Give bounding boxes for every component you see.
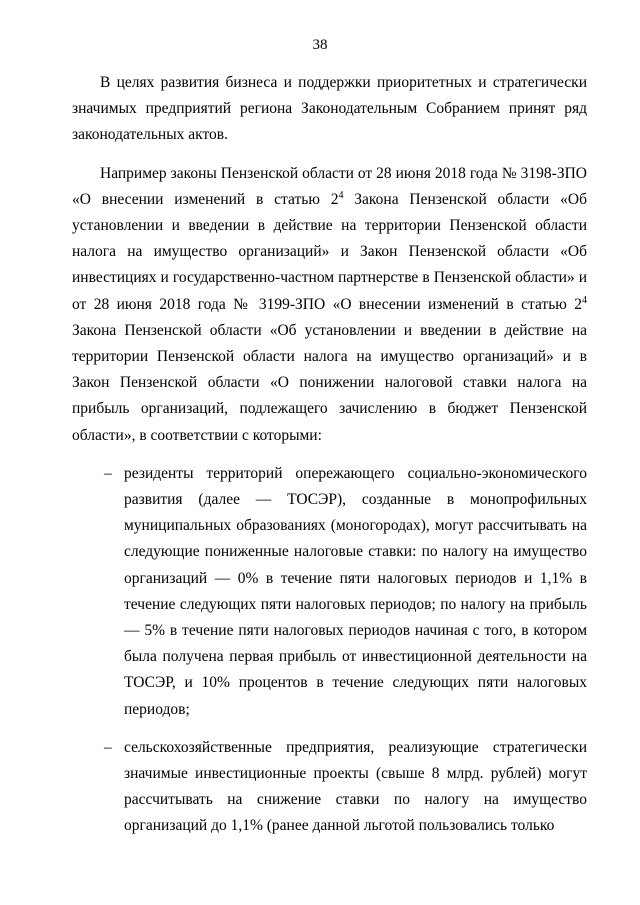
paragraph-intro: В целях развития бизнеса и поддержки приоритетных и стратегически значимых предприятий региона Законодательным Собранием принят ряд законодательных актов. xyxy=(72,74,587,144)
benefits-list xyxy=(72,461,587,840)
laws-text-part-1: Например законы Пензенской области от 28 июня 2018 года № 3198-ЗПО «О внесении изменений в статью 2 xyxy=(72,164,587,208)
paragraph-laws xyxy=(72,161,587,449)
list-dash: – xyxy=(104,738,112,756)
list-dash: – xyxy=(104,464,112,482)
superscript-1: 4 xyxy=(338,189,344,201)
list-item-text: резиденты территорий опережающего социально-экономического развития (далее — ТОСЭР), созданные в монопрофильных муниципальных образованиях (моногородах), могут рассчитывать на следующие пониженные налоговые ставки: по налогу на имущество организаций — 0% в течение пяти налоговых периодов и 1,1% в течение следующих пяти налоговых периодов; по налогу на прибыль — 5% в течение пяти налоговых периодов начиная с того, в котором была получена первая прибыль от инвестиционной деятельности на ТОСЭР, и 10% процентов в течение следующих пяти налоговых периодов; xyxy=(124,464,587,718)
superscript-2: 4 xyxy=(582,294,587,306)
laws-text-part-3: Закона Пензенской области «Об установлении и введении в действие на территории Пензенской области налога на имущество организаций» и в Закон Пензенской области «О понижении налоговой ставки налога на прибыль организаций, подлежащего зачислению в бюджет Пензенской области», в соответствии с которыми: xyxy=(72,321,587,444)
page-number: 38 xyxy=(312,37,328,53)
list-item xyxy=(72,735,587,840)
list-item-text: сельскохозяйственные предприятия, реализующие стратегически значимые инвестиционные проекты (свыше 8 млрд. рублей) могут рассчитывать на снижение ставки по налогу на имущество организаций до 1,1% (ранее данной льготой пользовались только xyxy=(124,738,587,835)
list-item xyxy=(72,461,587,723)
document-body xyxy=(72,70,587,840)
laws-text-part-2: Закона Пензенской области «Об установлении и введении в действие на территории Пензенской области налога на имущество организаций» и Закон Пензенской области «Об инвестициях и государственно-частном партнерстве в Пензенской области» и от 28 июня 2018 года № 3199-ЗПО «О внесении изменений в статью 2 xyxy=(72,190,587,313)
